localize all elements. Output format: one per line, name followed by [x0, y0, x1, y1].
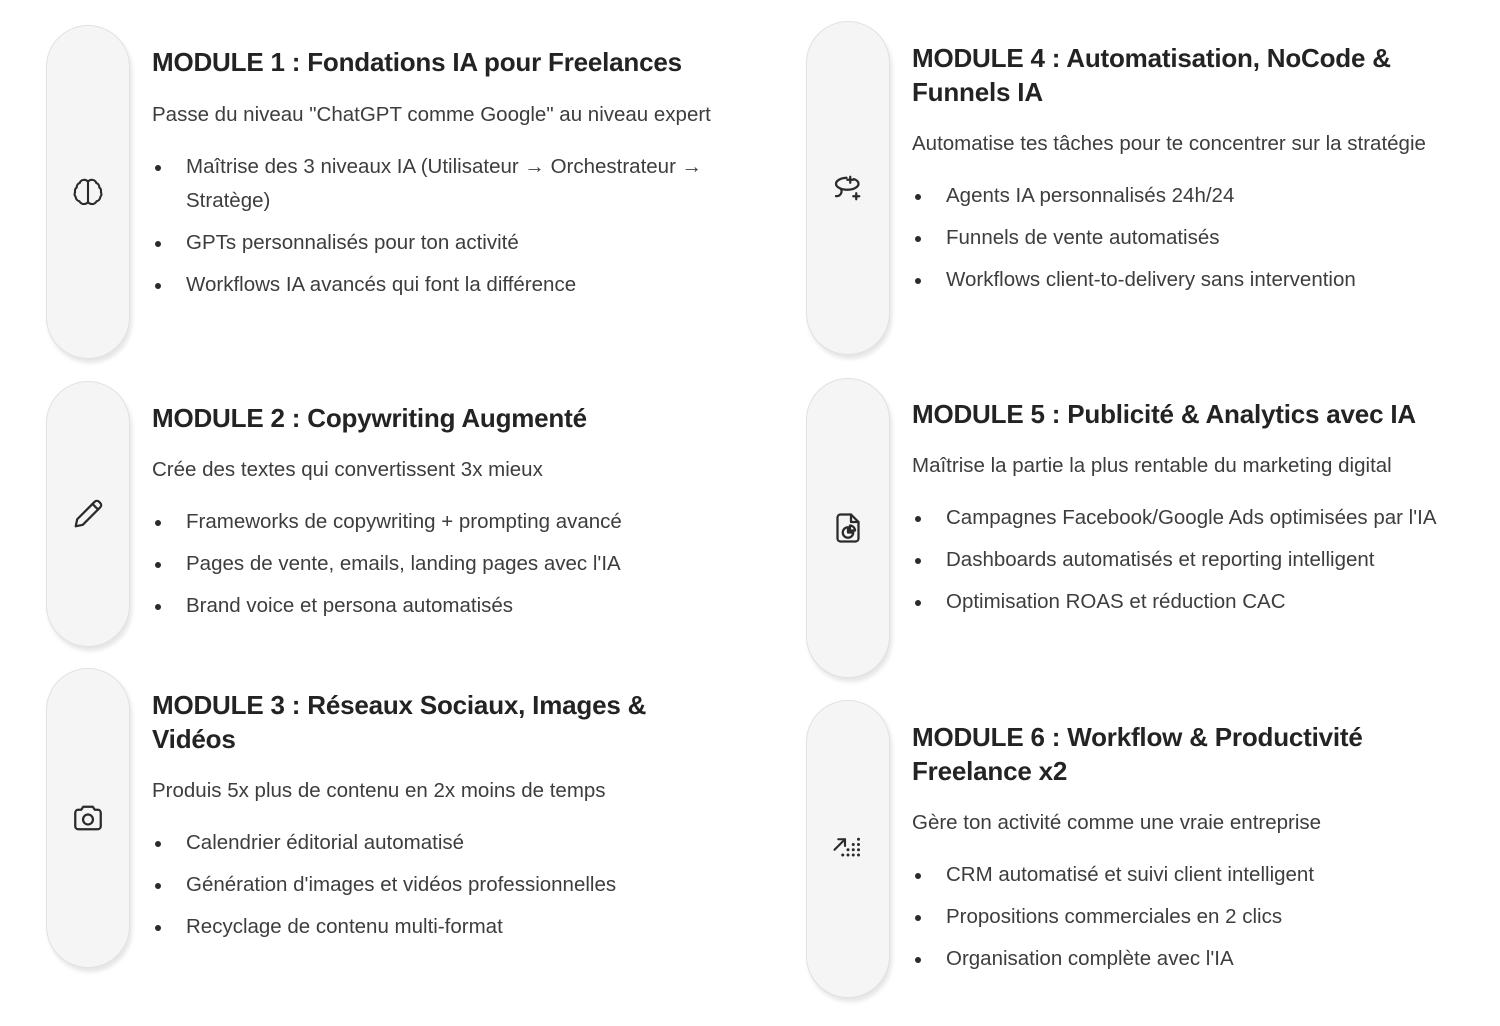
module-title: MODULE 4 : Automatisation, NoCode & Funnels IA [912, 43, 1391, 107]
bullet-icon [155, 883, 161, 889]
bullet-icon [155, 841, 161, 847]
bullet-icon [915, 915, 921, 921]
list-item: Propositions commerciales en 2 clics [912, 900, 1452, 934]
icon-pill [46, 25, 130, 359]
icon-pill [46, 668, 130, 968]
bullet-icon [915, 236, 921, 242]
bullet-icon [155, 165, 161, 171]
module-subtitle: Maîtrise la partie la plus rentable du marketing digital [912, 454, 1392, 477]
bullet-list [152, 505, 732, 623]
module-title: MODULE 3 : Réseaux Sociaux, Images & Vidéos [152, 690, 647, 754]
bullet-icon [915, 278, 921, 284]
module-title: MODULE 1 : Fondations IA pour Freelances [152, 47, 682, 77]
bullet-icon [915, 600, 921, 606]
list-item: Pages de vente, emails, landing pages avec l'IA [152, 547, 732, 581]
list-item: Brand voice et persona automatisés [152, 589, 732, 623]
icon-pill [806, 378, 890, 678]
module-title: MODULE 2 : Copywriting Augmenté [152, 403, 587, 433]
list-item: CRM automatisé et suivi client intelligent [912, 858, 1452, 892]
bullet-icon [915, 516, 921, 522]
icon-pill [806, 700, 890, 998]
bullet-icon [155, 604, 161, 610]
arrow-up-right-dots-icon [830, 831, 866, 867]
module-subtitle: Passe du niveau "ChatGPT comme Google" au niveau expert [152, 103, 711, 126]
bullet-icon [915, 957, 921, 963]
module-subtitle: Gère ton activité comme une vraie entreprise [912, 811, 1322, 834]
bullet-icon [155, 241, 161, 247]
icon-pill [46, 381, 130, 647]
list-item: Organisation complète avec l'IA [912, 942, 1452, 976]
list-item: Recyclage de contenu multi-format [152, 910, 692, 944]
bullet-list [152, 150, 722, 302]
bullet-icon [915, 194, 921, 200]
list-item: Funnels de vente automatisés [912, 221, 1472, 255]
pencil-icon [70, 496, 106, 532]
list-item: Maîtrise des 3 niveaux IA (Utilisateur → Orchestrateur → Stratège) [152, 150, 722, 218]
module-title: MODULE 6 : Workflow & Productivité Freelance x2 [912, 722, 1363, 786]
list-item: GPTs personnalisés pour ton activité [152, 226, 722, 260]
list-item: Frameworks de copywriting + prompting avancé [152, 505, 732, 539]
module-title: MODULE 5 : Publicité & Analytics avec IA [912, 399, 1416, 429]
list-item: Dashboards automatisés et reporting intelligent [912, 543, 1472, 577]
bullet-list [912, 179, 1472, 297]
bullet-icon [155, 925, 161, 931]
brain-icon [70, 174, 106, 210]
bullet-icon [155, 562, 161, 568]
module-subtitle: Automatise tes tâches pour te concentrer sur la stratégie [912, 132, 1426, 155]
module-subtitle: Crée des textes qui convertissent 3x mieux [152, 458, 543, 481]
list-item: Calendrier éditorial automatisé [152, 826, 692, 860]
list-item: Optimisation ROAS et réduction CAC [912, 585, 1472, 619]
bullet-list [912, 501, 1472, 619]
list-item: Génération d'images et vidéos professionnelles [152, 868, 692, 902]
bullet-icon [155, 283, 161, 289]
file-chart-pie-icon [830, 510, 866, 546]
bullet-icon [155, 520, 161, 526]
list-item: Agents IA personnalisés 24h/24 [912, 179, 1472, 213]
bullet-icon [915, 558, 921, 564]
bullet-list [912, 858, 1452, 976]
list-item: Campagnes Facebook/Google Ads optimisées par l'IA [912, 501, 1472, 535]
bullet-icon [915, 873, 921, 879]
bullet-list [152, 826, 692, 944]
list-item: Workflows client-to-delivery sans intervention [912, 263, 1472, 297]
module-subtitle: Produis 5x plus de contenu en 2x moins de temps [152, 779, 606, 802]
lasso-sparkle-icon [830, 170, 866, 206]
icon-pill [806, 21, 890, 355]
list-item: Workflows IA avancés qui font la différence [152, 268, 722, 302]
camera-icon [70, 800, 106, 836]
